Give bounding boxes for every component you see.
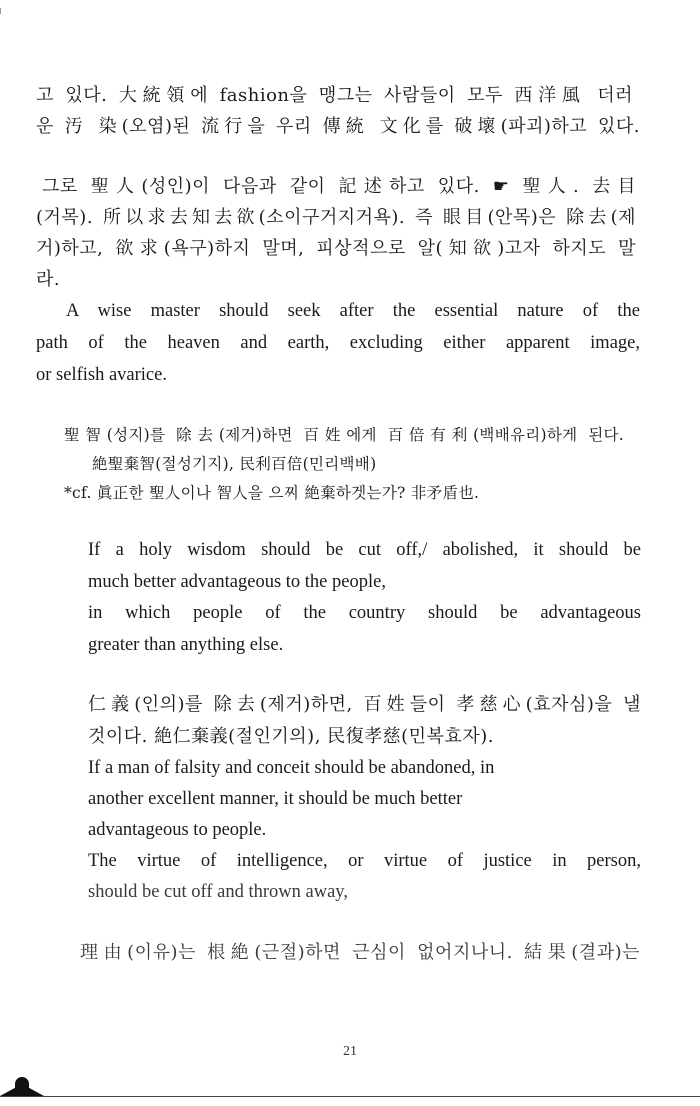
text-line: If a man of falsity and conceit should be abandoned, in	[88, 758, 495, 778]
text-line: 운 汚 染(오염)된 流行을 우리 傳統 文化를 破壞(파괴)하고 있다.	[36, 116, 640, 137]
text-line: 라.	[36, 269, 61, 290]
text-line: 거)하고, 欲求(욕구)하지 말며, 피상적으로 알(知欲)고자 하지도 말	[36, 238, 636, 259]
text-line: 것이다. 絶仁棄義(절인기의), 民復孝慈(민복효자).	[88, 726, 494, 747]
text-line: A wise master should seek after the essential nature of the	[66, 301, 640, 321]
text-line: in which people of the country should be advantageous	[88, 603, 641, 623]
text-line: 그로 聖人(성인)이 다음과 같이 記述하고 있다. ☛ 聖人. 去目	[42, 176, 636, 197]
text-line: greater than anything else.	[88, 635, 284, 655]
page-number: 21	[343, 1044, 357, 1059]
text-line: 고 있다. 大統領에 fashion을 맹그는 사람들이 모두 西洋風 더러	[36, 85, 633, 106]
text-line: advantageous to people.	[88, 820, 267, 840]
text-line: (거목). 所以求去知去欲(소이구거지거욕). 즉 眼目(안목)은 除去(제	[36, 207, 636, 228]
scan-edge-mark	[0, 8, 1, 14]
text-line: or selfish avarice.	[36, 365, 167, 385]
text-line: much better advantageous to the people,	[88, 572, 386, 592]
corner-mark-base	[0, 1084, 44, 1096]
text-line: The virtue of intelligence, or virtue of justice in person,	[88, 851, 641, 871]
text-line: If a holy wisdom should be cut off,/ abolished, it should be	[88, 540, 641, 560]
text-line: 仁義(인의)를 除去(제거)하면, 百姓들이 孝慈心(효자심)을 낼	[88, 694, 641, 715]
text-line: path of the heaven and earth, excluding either apparent image,	[36, 333, 640, 353]
text-line: another excellent manner, it should be much better	[88, 789, 463, 809]
bottom-rule	[0, 1096, 700, 1097]
text-line: 絶聖棄智(절성기지), 民利百倍(민리백배)	[92, 455, 377, 473]
text-line: *cf. 眞正한 聖人이나 智人을 으찌 絶棄하겟는가? 非矛盾也.	[64, 484, 480, 502]
text-line: 聖智(성지)를 除去(제거)하면 百姓에게 百倍有利(백배유리)하게 된다.	[64, 426, 624, 444]
text-line: should be cut off and thrown away,	[88, 882, 348, 902]
text-line: 理由(이유)는 根絶(근절)하면 근심이 없어지나니. 結果(결과)는	[80, 942, 640, 963]
